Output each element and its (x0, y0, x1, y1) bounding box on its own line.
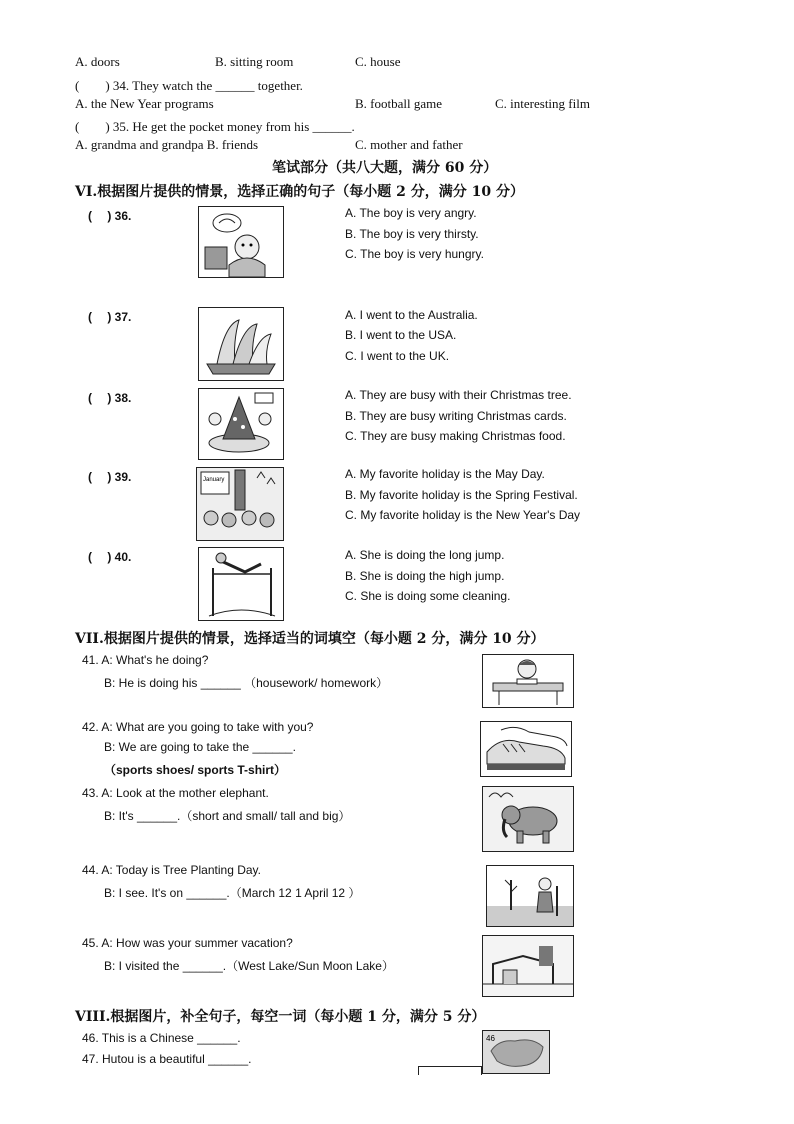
hungry-boy-picture (198, 206, 284, 278)
q40-option-a: A. She is doing the long jump. (345, 548, 505, 562)
high-jump-picture (198, 547, 284, 621)
q40-option-b: B. She is doing the high jump. (345, 569, 505, 583)
q35-option-ab: A. grandma and grandpa B. friends (75, 137, 259, 152)
q41-question: 41. A: What's he doing? (82, 653, 209, 667)
q38-option-a: A. They are busy with their Christmas tree. (345, 388, 572, 402)
q37-option-c: C. I went to the UK. (345, 349, 450, 363)
q35-option-c: C. mother and father (355, 137, 463, 152)
q39-option-a: A. My favorite holiday is the May Day. (345, 467, 545, 481)
new-year-picture (196, 467, 284, 541)
q38-number: ( ) 38. (88, 391, 132, 405)
q33-option-c: C. house (355, 54, 401, 69)
tree-planting-picture (486, 865, 574, 927)
q37-number: ( ) 37. (88, 310, 132, 324)
christmas-tree-picture (198, 388, 284, 460)
sports-shoes-picture (480, 721, 572, 777)
q34-stem: ( ) 34. They watch the ______ together. (75, 78, 303, 93)
q41-answer: B: He is doing his ______ （housework/ homework） (104, 676, 389, 690)
q39-number: ( ) 39. (88, 470, 132, 484)
hutou-picture (418, 1066, 482, 1075)
elephant-picture (482, 786, 574, 852)
q45-answer: B: I visited the ______.（West Lake/Sun Moon Lake） (104, 959, 394, 973)
q36-number: ( ) 36. (88, 209, 132, 223)
calendar-label: January (203, 477, 225, 483)
q38-option-b: B. They are busy writing Christmas cards. (345, 409, 567, 423)
q46-stem: 46. This is a Chinese ______. (82, 1031, 241, 1045)
section-7-title: VII.根据图片提供的情景，选择适当的词填空（每小题 2 分，满分 10 分） (75, 631, 545, 647)
lake-scenery-picture (482, 935, 574, 997)
q43-answer: B: It's ______.（short and small/ tall and big） (104, 809, 351, 823)
q33-option-a: A. doors (75, 54, 120, 69)
q39-option-c: C. My favorite holiday is the New Year's Day (345, 508, 581, 522)
q44-question: 44. A: Today is Tree Planting Day. (82, 863, 261, 877)
q33-option-b: B. sitting room (215, 54, 294, 69)
q42-question: 42. A: What are you going to take with you? (82, 720, 314, 734)
q35-stem: ( ) 35. He get the pocket money from his ______. (75, 119, 355, 134)
q36-option-b: B. The boy is very thirsty. (345, 227, 479, 241)
q34-option-b: B. football game (355, 96, 443, 111)
opera-house-picture (198, 307, 284, 381)
q37-option-b: B. I went to the USA. (345, 328, 457, 342)
q36-option-a: A. The boy is very angry. (345, 206, 477, 220)
section-8-title: VIII.根据图片，补全句子，每空一词（每小题 1 分，满分 5 分） (75, 1009, 486, 1025)
written-part-title: 笔试部分（共八大题，满分 60 分） (272, 160, 498, 176)
q39-option-b: B. My favorite holiday is the Spring Festival. (345, 488, 578, 502)
homework-boy-picture (482, 654, 574, 708)
q40-number: ( ) 40. (88, 550, 132, 564)
q42-answer: B: We are going to take the ______. (104, 740, 296, 754)
q36-option-c: C. The boy is very hungry. (345, 247, 484, 261)
map-label: 46 (486, 1034, 495, 1043)
china-map-picture (482, 1030, 550, 1074)
section-6-title: VI.根据图片提供的情景，选择正确的句子（每小题 2 分，满分 10 分） (75, 184, 525, 200)
q38-option-c: C. They are busy making Christmas food. (345, 429, 566, 443)
q34-option-c: C. interesting film (495, 96, 590, 111)
q40-option-c: C. She is doing some cleaning. (345, 589, 511, 603)
q45-question: 45. A: How was your summer vacation? (82, 936, 293, 950)
q42-choices: （sports shoes/ sports T-shirt） (104, 763, 287, 777)
q47-stem: 47. Hutou is a beautiful ______. (82, 1052, 252, 1066)
q43-question: 43. A: Look at the mother elephant. (82, 786, 269, 800)
q37-option-a: A. I went to the Australia. (345, 308, 478, 322)
q44-answer: B: I see. It's on ______.（March 12 1 April 12 ） (104, 886, 361, 900)
q34-option-a: A. the New Year programs (75, 96, 214, 111)
